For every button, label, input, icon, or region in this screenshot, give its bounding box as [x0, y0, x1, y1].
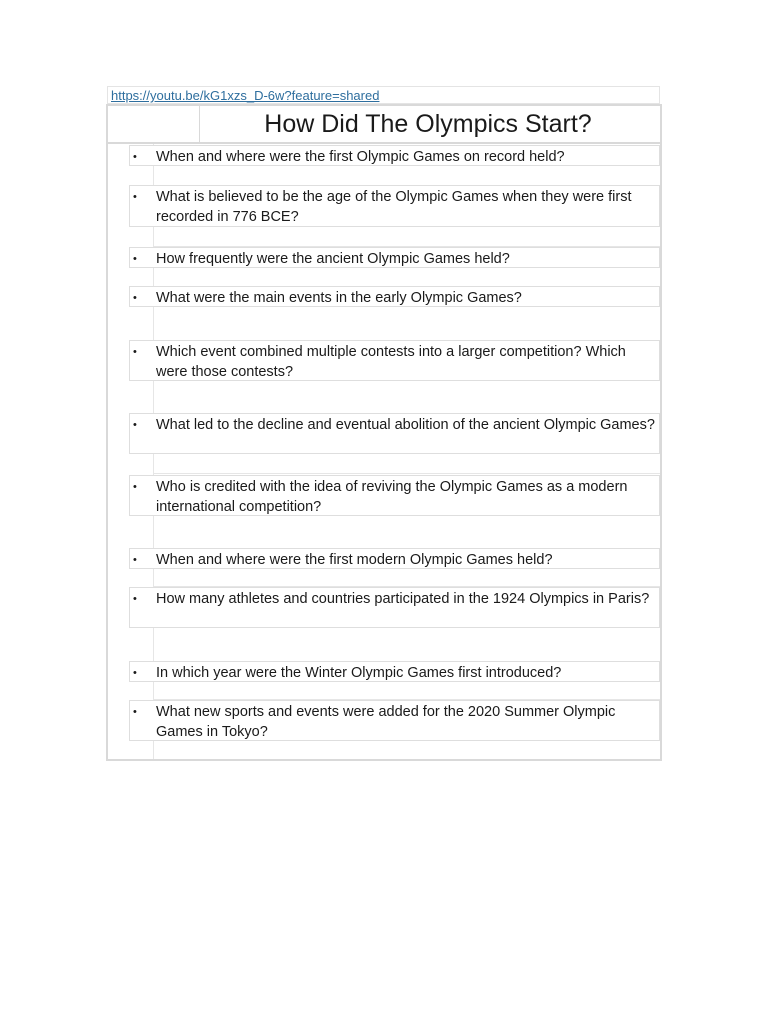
bullet-icon: • — [133, 481, 137, 493]
bullet-icon: • — [133, 667, 137, 679]
question-text: How many athletes and countries participated in the 1924 Olympics in Paris? — [156, 591, 650, 607]
question-item — [129, 247, 660, 268]
bullet-icon: • — [133, 253, 137, 265]
bullet-icon: • — [133, 593, 137, 605]
question-text: When and where were the first Olympic Games on record held? — [156, 149, 565, 165]
question-text: In which year were the Winter Olympic Games first introduced? — [156, 665, 562, 681]
bullet-icon: • — [133, 419, 137, 431]
question-item — [129, 700, 660, 741]
question-text: Which event combined multiple contests into a larger competition? Which were those contests? — [156, 344, 626, 380]
bullet-icon: • — [133, 151, 137, 163]
question-text: Who is credited with the idea of reviving the Olympic Games as a modern international competition? — [156, 479, 628, 515]
bullet-icon: • — [133, 191, 137, 203]
bullet-icon: • — [133, 706, 137, 718]
question-item — [129, 286, 660, 307]
page-title: How Did The Olympics Start? — [264, 110, 592, 138]
question-item — [129, 413, 660, 454]
video-link[interactable]: https://youtu.be/kG1xzs_D-6w?feature=shared — [111, 88, 380, 103]
question-text: What new sports and events were added for the 2020 Summer Olympic Games in Tokyo? — [156, 704, 616, 740]
question-text: When and where were the first modern Olympic Games held? — [156, 552, 553, 568]
bullet-icon: • — [133, 292, 137, 304]
question-text: What led to the decline and eventual abolition of the ancient Olympic Games? — [156, 417, 655, 433]
question-item — [129, 475, 660, 516]
link-cell — [107, 86, 660, 104]
bullet-icon: • — [133, 554, 137, 566]
bullet-icon: • — [133, 346, 137, 358]
row-divider — [153, 473, 660, 474]
question-item — [129, 587, 660, 628]
question-text: What is believed to be the age of the Olympic Games when they were first recorded in 776 BCE? — [156, 189, 632, 225]
question-text: How frequently were the ancient Olympic Games held? — [156, 251, 510, 267]
question-text: What were the main events in the early Olympic Games? — [156, 290, 522, 306]
question-item — [129, 548, 660, 569]
question-item — [129, 661, 660, 682]
question-item — [129, 340, 660, 381]
question-item — [129, 185, 660, 227]
question-item — [129, 145, 660, 166]
